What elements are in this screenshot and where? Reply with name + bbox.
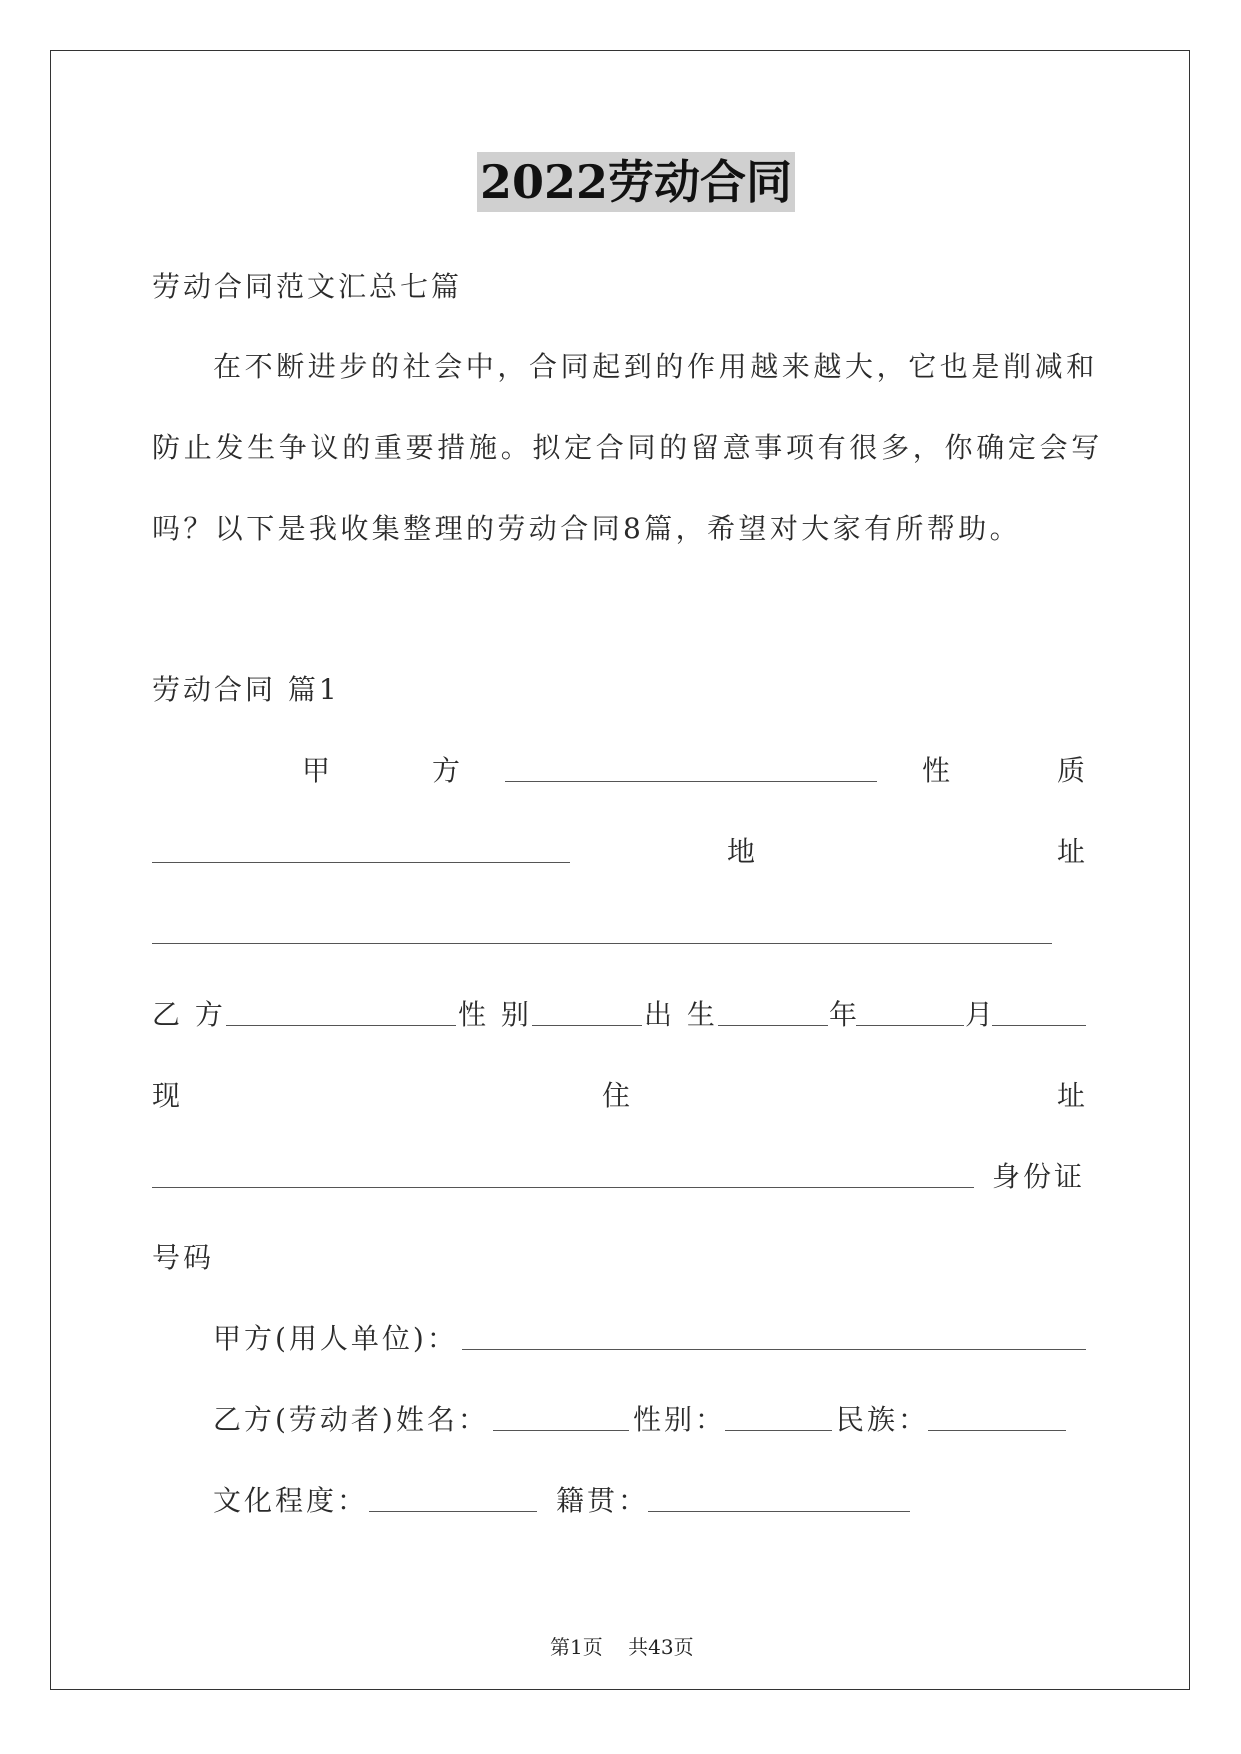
worker-name-label: 乙方(劳动者)姓名： <box>213 1403 489 1436</box>
section-heading: 劳动合同 篇1 <box>152 673 340 706</box>
party-b-birth-month-blank[interactable] <box>856 1025 964 1026</box>
native-place-label: 籍贯： <box>556 1484 650 1517</box>
party-a-char-1: 甲 <box>302 754 334 787</box>
footer-total-unit: 页 <box>673 1635 694 1659</box>
party-b-id-number-label: 号码 <box>152 1241 215 1274</box>
party-b-label: 乙 方 <box>152 998 226 1031</box>
intro-line-3: 吗？以下是我收集整理的劳动合同8篇，希望对大家有所帮助。 <box>152 512 1022 545</box>
party-b-gender-label: 性 别 <box>458 998 532 1031</box>
party-b-birth-label: 出 生 <box>644 998 718 1031</box>
employer-blank[interactable] <box>462 1349 1086 1350</box>
footer-total-prefix: 共 <box>628 1635 649 1659</box>
worker-ethnicity-blank[interactable] <box>928 1430 1066 1431</box>
party-b-year-label: 年 <box>829 998 861 1031</box>
party-a-nature-char-1: 性 <box>922 754 954 787</box>
party-a-char-2: 方 <box>432 754 464 787</box>
document-title: 2022劳动合同 <box>477 152 795 212</box>
intro-line-2: 防止发生争议的重要措施。拟定合同的留意事项有很多，你确定会写 <box>152 431 1104 464</box>
party-a-address-blank[interactable] <box>152 943 1052 944</box>
footer-page-unit: 页 <box>582 1635 603 1659</box>
party-a-address-char-1: 地 <box>727 835 759 868</box>
footer-page-prefix: 第 <box>550 1635 570 1659</box>
worker-ethnicity-label: 民族： <box>836 1403 930 1436</box>
party-b-month-label: 月 <box>965 998 997 1031</box>
employer-label: 甲方(用人单位)： <box>213 1322 458 1355</box>
party-b-gender-blank[interactable] <box>532 1025 642 1026</box>
worker-gender-blank[interactable] <box>725 1430 832 1431</box>
party-a-name-blank[interactable] <box>505 781 877 782</box>
intro-line-1: 在不断进步的社会中，合同起到的作用越来越大，它也是削减和 <box>213 350 1098 383</box>
party-a-address-char-2: 址 <box>1057 835 1089 868</box>
education-blank[interactable] <box>369 1511 537 1512</box>
party-b-residence-char-2: 住 <box>602 1079 634 1112</box>
page-footer <box>550 1637 694 1657</box>
party-b-birth-day-blank[interactable] <box>992 1025 1086 1026</box>
footer-page-number: 1 <box>570 1635 583 1659</box>
document-subtitle: 劳动合同范文汇总七篇 <box>152 270 463 303</box>
native-place-blank[interactable] <box>648 1511 910 1512</box>
party-b-residence-char-1: 现 <box>152 1079 184 1112</box>
worker-name-blank[interactable] <box>493 1430 629 1431</box>
party-a-nature-char-2: 质 <box>1057 754 1089 787</box>
footer-total-pages: 43 <box>648 1635 674 1659</box>
party-b-id-card-label: 身份证 <box>992 1160 1086 1193</box>
education-label: 文化程度： <box>213 1484 369 1517</box>
party-a-nature-blank[interactable] <box>152 862 570 863</box>
party-b-birth-year-blank[interactable] <box>718 1025 828 1026</box>
worker-gender-label: 性别： <box>633 1403 727 1436</box>
party-b-name-blank[interactable] <box>226 1025 456 1026</box>
party-b-residence-blank[interactable] <box>152 1187 974 1188</box>
party-b-residence-char-3: 址 <box>1057 1079 1089 1112</box>
